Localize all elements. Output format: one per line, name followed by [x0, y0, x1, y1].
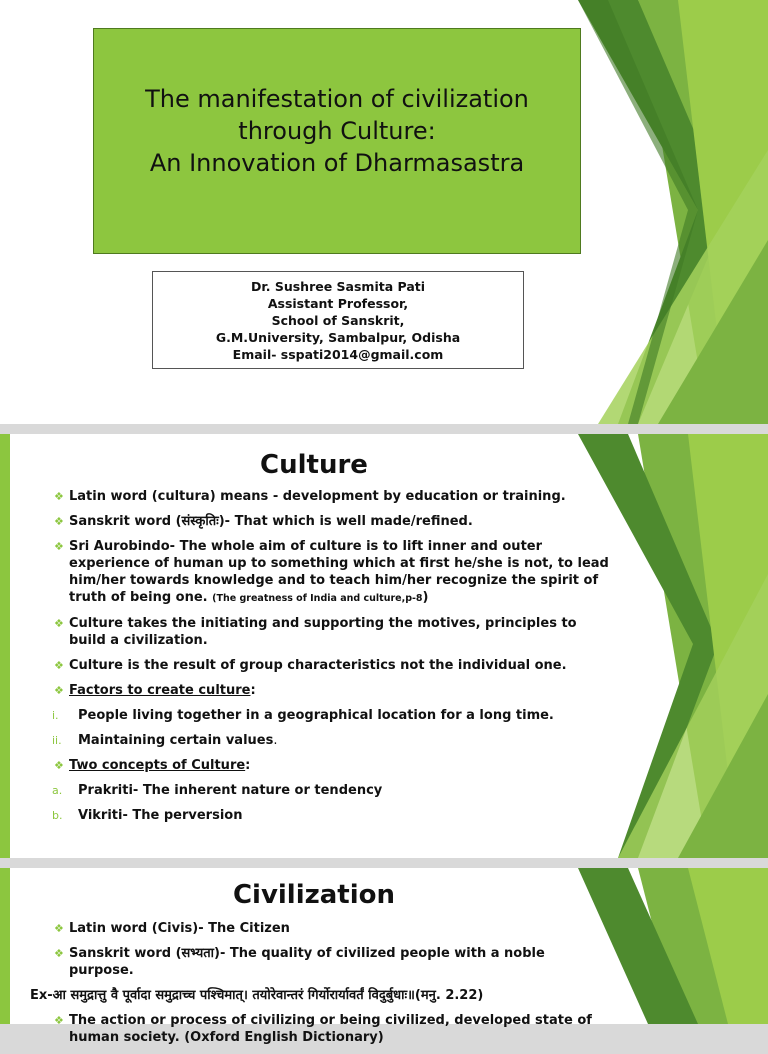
list-item [52, 807, 612, 824]
item-text: Maintaining certain values [78, 733, 274, 748]
item-suffix: : [245, 758, 251, 773]
green-decoration [578, 0, 768, 424]
item-text: Culture is the result of group characteristics not the individual one. [69, 658, 567, 673]
item-text: Two concepts of Culture [69, 758, 246, 773]
list-item [52, 732, 612, 749]
item-text: Sanskrit word (संस्कृतिः)- That which is well made/refined. [69, 514, 473, 529]
author-name: Dr. Sushree Sasmita Pati [250, 279, 426, 294]
list-marker: a. [52, 784, 63, 797]
bullet-icon: ❖ [54, 684, 64, 697]
list-item [30, 987, 612, 1004]
bullet-icon: ❖ [54, 1014, 64, 1027]
citation: (The greatness of India and culture,p-8 [212, 593, 423, 604]
list-item [52, 488, 612, 505]
list-item [52, 657, 612, 674]
item-suffix: . [273, 733, 278, 748]
bullet-icon: ❖ [54, 540, 64, 553]
list-marker: ii. [52, 734, 62, 747]
bullet-icon: ❖ [54, 659, 64, 672]
list-item [52, 682, 612, 699]
list-item [52, 757, 612, 774]
item-text: Sanskrit word (सभ्यता)- The quality of civilized people with a noble purpose. [69, 946, 545, 978]
item-suffix: : [250, 683, 256, 698]
bullet-icon: ❖ [54, 947, 64, 960]
bullet-list [52, 488, 612, 832]
item-text: People living together in a geographical location for a long time. [78, 708, 554, 723]
citation-close: ) [422, 590, 429, 605]
bullet-list [30, 920, 612, 1054]
bullet-icon: ❖ [54, 617, 64, 630]
list-item [52, 920, 612, 937]
item-text: The action or process of civilizing or being civilized, developed state of human society. (Oxford English Dictionary) [69, 1013, 592, 1045]
bullet-icon: ❖ [54, 515, 64, 528]
list-marker: b. [52, 809, 63, 822]
item-text: Sri Aurobindo- The whole aim of culture is to lift inner and outer experience of human up to something which at first he/she is not, to lead him/her towards knowledge and to teach him/her recognize the spirit of truth of being one. [69, 539, 609, 605]
author-university: G.M.University, Sambalpur, Odisha [215, 330, 461, 345]
list-item [52, 538, 612, 607]
item-text: Factors to create culture [69, 683, 251, 698]
list-item [52, 615, 612, 649]
list-item [52, 1012, 612, 1046]
list-marker: i. [52, 709, 59, 722]
title-line: through Culture: [238, 117, 436, 145]
item-text: Latin word (Civis)- The Citizen [69, 921, 290, 936]
list-item [52, 945, 612, 979]
slide-heading: Civilization [232, 880, 396, 910]
item-text: Vikriti- The perversion [78, 808, 243, 823]
bullet-icon: ❖ [54, 490, 64, 503]
item-text: Latin word (cultura) means - development by education or training. [69, 489, 566, 504]
bullet-icon: ❖ [54, 759, 64, 772]
bullet-icon: ❖ [54, 922, 64, 935]
title-box [93, 28, 581, 254]
author-box [152, 271, 524, 369]
author-position: Assistant Professor, [267, 296, 409, 311]
slide-title [0, 0, 768, 424]
list-item [52, 513, 612, 530]
item-text: Ex-आ समुद्रात्तु वै पूर्वादा समुद्राच्च पश्चिमात्। तयोरेवान्तरं गिर्योरार्यावर्तं विदुर्बुधाः॥(मनु. 2.22) [30, 988, 484, 1003]
item-text: Culture takes the initiating and supporting the motives, principles to build a civilization. [69, 616, 577, 648]
title-line: An Innovation of Dharmasastra [149, 149, 525, 177]
list-item [52, 707, 612, 724]
list-item [52, 782, 612, 799]
slide-civilization [0, 868, 768, 1045]
title-line: The manifestation of civilization [145, 85, 529, 113]
slide-heading: Culture [260, 450, 368, 480]
author-email: Email- sspati2014@gmail.com [232, 347, 444, 362]
slide-culture [0, 434, 768, 858]
item-text: Prakriti- The inherent nature or tendency [78, 783, 383, 798]
author-school: School of Sanskrit, [271, 313, 405, 328]
